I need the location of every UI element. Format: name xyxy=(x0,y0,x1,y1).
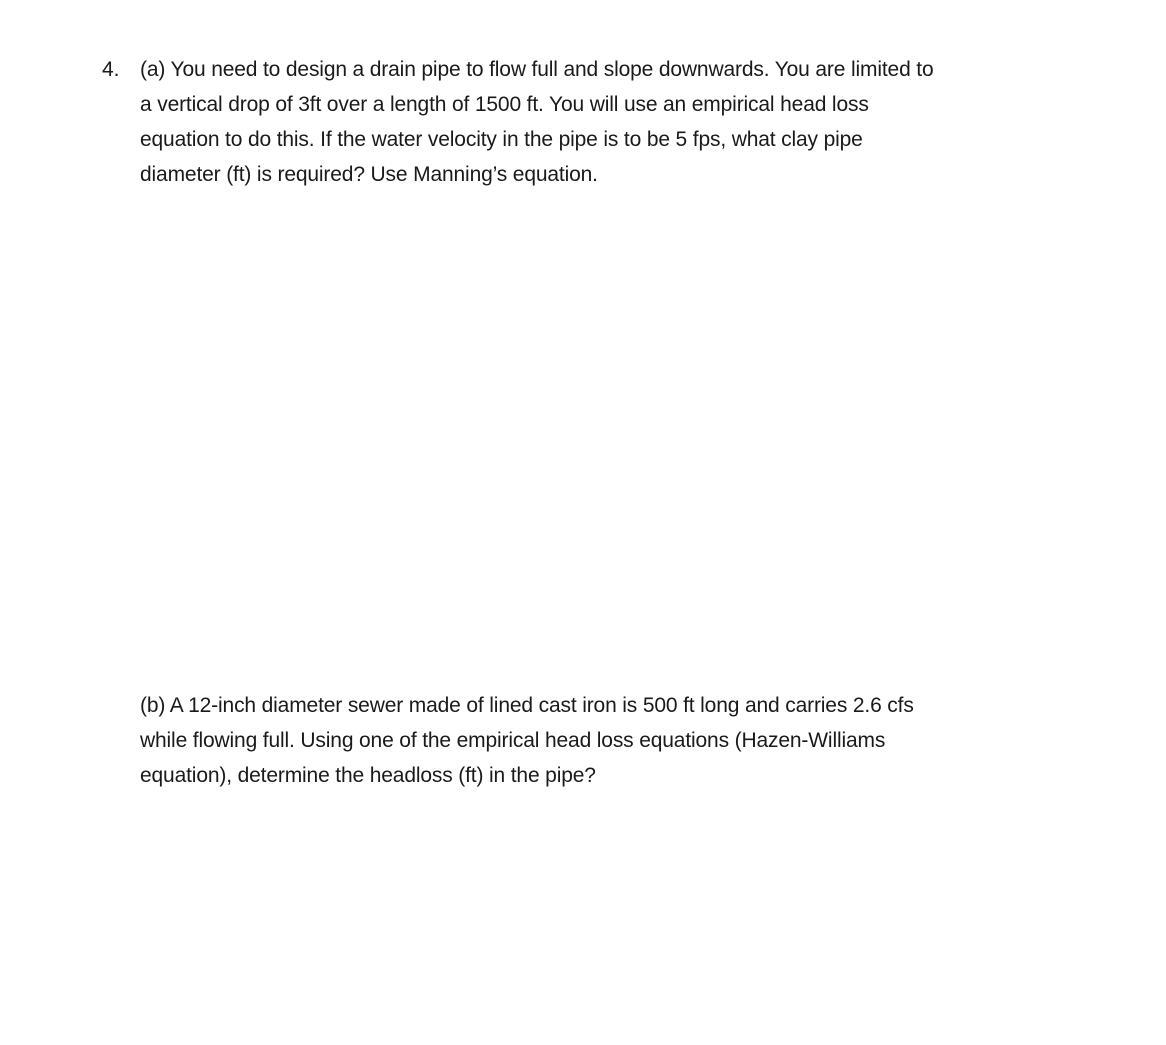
part-b-line-3: equation), determine the headloss (ft) in the pipe? xyxy=(140,764,596,787)
part-a-line-4: diameter (ft) is required? Use Manning’s equation. xyxy=(140,163,598,186)
question-number: 4. xyxy=(102,58,120,81)
part-b-line-1: (b) A 12-inch diameter sewer made of lined cast iron is 500 ft long and carries 2.6 cfs xyxy=(140,694,914,717)
question-part-b xyxy=(140,688,1040,793)
question-part-a xyxy=(140,52,1040,192)
part-a-line-1: (a) You need to design a drain pipe to flow full and slope downwards. You are limited to xyxy=(140,58,934,81)
part-a-line-3: equation to do this. If the water velocity in the pipe is to be 5 fps, what clay pipe xyxy=(140,128,863,151)
part-b-line-2: while flowing full. Using one of the empirical head loss equations (Hazen-Williams xyxy=(140,729,886,752)
part-a-line-2: a vertical drop of 3ft over a length of 1500 ft. You will use an empirical head loss xyxy=(140,93,869,116)
